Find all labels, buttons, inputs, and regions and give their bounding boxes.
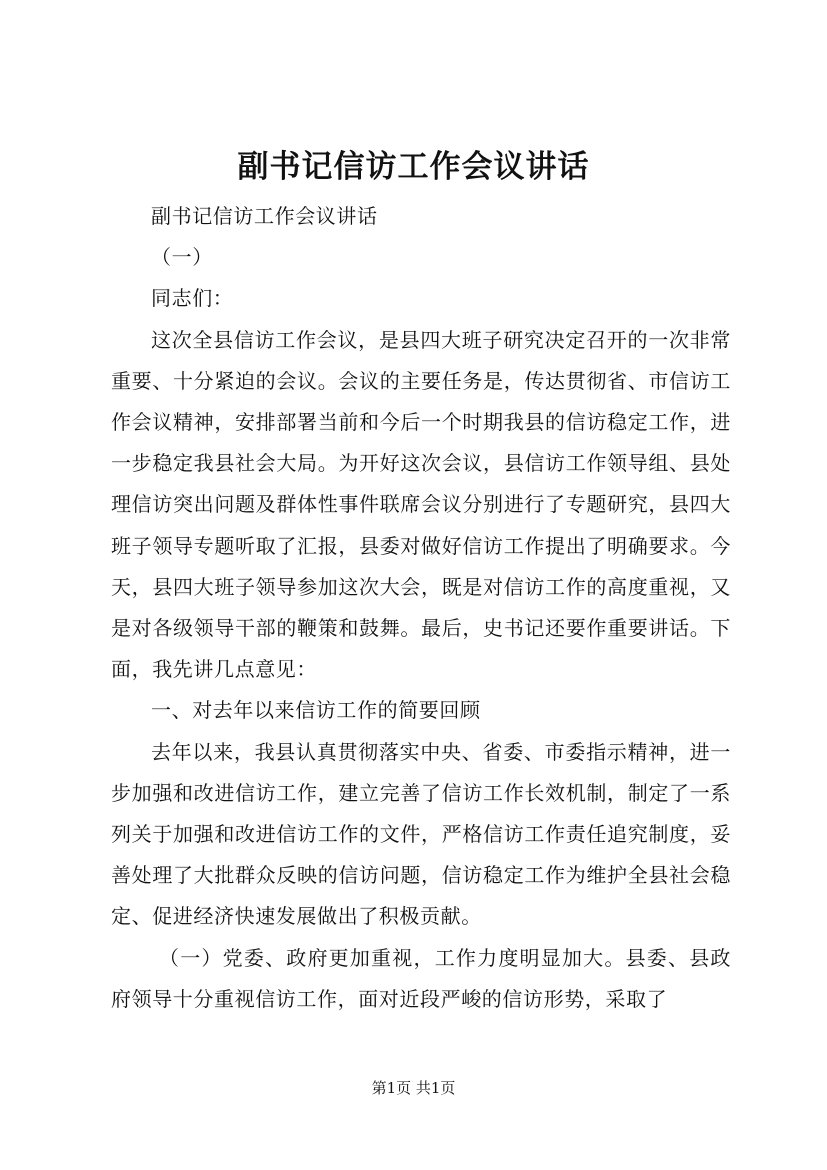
subsection-paragraph: （一）党委、政府更加重视，工作力度明显加大。县委、县政府领导十分重视信访工作，面对近段严峻的信访形势，采取了 bbox=[111, 945, 731, 1011]
document-title: 副书记信访工作会议讲话 bbox=[237, 149, 590, 185]
salutation-paragraph: 同志们： bbox=[151, 286, 234, 311]
section-heading-paragraph: 一、对去年以来信访工作的简要回顾 bbox=[151, 698, 481, 723]
document-body bbox=[111, 196, 731, 1020]
section-number-paragraph: （一） bbox=[151, 245, 213, 270]
intro-paragraph: 这次全县信访工作会议，是县四大班子研究决定召开的一次非常重要、十分紧迫的会议。会议的主要任务是，传达贯彻省、市信访工作会议精神，安排部署当前和今后一个时期我县的信访稳定工作，进一步稳定我县社会大局。为开好这次会议，县信访工作领导组、县处理信访突出问题及群体性事件联席会议分别进行了专题研究，县四大班子领导专题听取了汇报，县委对做好信访工作提出了明确要求。今天，县四大班子领导参加这次大会，既是对信访工作的高度重视，又是对各级领导干部的鞭策和鼓舞。最后，史书记还要作重要讲话。下面，我先讲几点意见： bbox=[111, 327, 731, 682]
subtitle-paragraph: 副书记信访工作会议讲话 bbox=[151, 204, 378, 228]
page-number-footer: 第1页 共1页 bbox=[371, 1079, 456, 1097]
review-paragraph: 去年以来，我县认真贯彻落实中央、省委、市委指示精神，进一步加强和改进信访工作，建立完善了信访工作长效机制，制定了一系列关于加强和改进信访工作的文件，严格信访工作责任追究制度，妥善处理了大批群众反映的信访问题，信访稳定工作为维护全县社会稳定、促进经济快速发展做出了积极贡献。 bbox=[111, 739, 731, 929]
